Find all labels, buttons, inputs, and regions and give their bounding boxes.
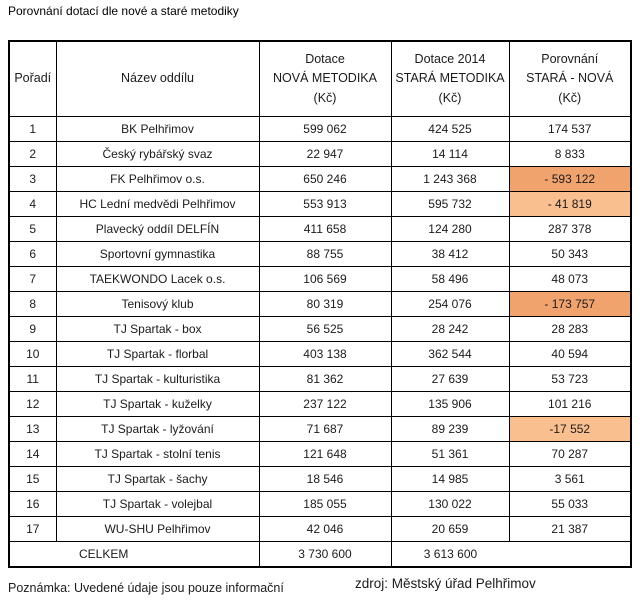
cell-stara: 14 114: [391, 142, 509, 167]
cell-stara: 20 659: [391, 517, 509, 542]
table-row: [9, 217, 631, 242]
table-row: [9, 167, 631, 192]
cell-nazev: TJ Spartak - florbal: [56, 342, 259, 367]
cell-nazev: TJ Spartak - box: [56, 317, 259, 342]
cell-nazev: TJ Spartak - lyžování: [56, 417, 259, 442]
cell-poradi: 16: [9, 492, 56, 517]
cell-diff: 21 387: [509, 517, 631, 542]
col-header-porovnani: Porovnání STARÁ - NOVÁ (Kč): [509, 41, 631, 117]
cell-nazev: TJ Spartak - kulturistika: [56, 367, 259, 392]
cell-diff: 3 561: [509, 467, 631, 492]
cell-nova: 22 947: [259, 142, 391, 167]
col-header-nazev: Název oddílu: [56, 41, 259, 117]
cell-diff: - 593 122: [509, 167, 631, 192]
table-row: [9, 342, 631, 367]
cell-nova: 237 122: [259, 392, 391, 417]
cell-nova: 42 046: [259, 517, 391, 542]
cell-poradi: 6: [9, 242, 56, 267]
cell-stara: 135 906: [391, 392, 509, 417]
cell-nazev: WU-SHU Pelhřimov: [56, 517, 259, 542]
cell-nazev: TJ Spartak - volejbal: [56, 492, 259, 517]
cell-poradi: 7: [9, 267, 56, 292]
cell-stara: 58 496: [391, 267, 509, 292]
cell-poradi: 12: [9, 392, 56, 417]
cell-nova: 411 658: [259, 217, 391, 242]
cell-diff: 40 594: [509, 342, 631, 367]
table-row: [9, 142, 631, 167]
cell-nazev: BK Pelhřimov: [56, 117, 259, 142]
cell-stara: 124 280: [391, 217, 509, 242]
total-value-nova: 3 730 600: [259, 542, 391, 568]
table-row: [9, 517, 631, 542]
table-row: [9, 192, 631, 217]
cell-nova: 106 569: [259, 267, 391, 292]
table-row: [9, 492, 631, 517]
footnote-text: Poznámka: Uvedené údaje jsou pouze informační: [8, 581, 284, 595]
cell-nazev: TJ Spartak - šachy: [56, 467, 259, 492]
table-row: [9, 242, 631, 267]
cell-nazev: Sportovní gymnastika: [56, 242, 259, 267]
cell-nova: 81 362: [259, 367, 391, 392]
cell-stara: 14 985: [391, 467, 509, 492]
total-row: [9, 542, 631, 568]
table-row: [9, 417, 631, 442]
cell-poradi: 3: [9, 167, 56, 192]
cell-nova: 403 138: [259, 342, 391, 367]
cell-diff: 28 283: [509, 317, 631, 342]
cell-diff: -17 552: [509, 417, 631, 442]
cell-poradi: 9: [9, 317, 56, 342]
cell-nova: 599 062: [259, 117, 391, 142]
col-header-poradi: Pořadí: [9, 41, 56, 117]
cell-poradi: 14: [9, 442, 56, 467]
cell-poradi: 10: [9, 342, 56, 367]
cell-diff: 55 033: [509, 492, 631, 517]
cell-nazev: TJ Spartak - kuželky: [56, 392, 259, 417]
cell-nova: 18 546: [259, 467, 391, 492]
cell-poradi: 4: [9, 192, 56, 217]
cell-stara: 28 242: [391, 317, 509, 342]
table-row: [9, 292, 631, 317]
cell-stara: 130 022: [391, 492, 509, 517]
cell-stara: 38 412: [391, 242, 509, 267]
cell-diff: 53 723: [509, 367, 631, 392]
table-row: [9, 317, 631, 342]
cell-poradi: 8: [9, 292, 56, 317]
cell-stara: 27 639: [391, 367, 509, 392]
cell-stara: 424 525: [391, 117, 509, 142]
total-label: CELKEM: [9, 542, 259, 568]
cell-poradi: 5: [9, 217, 56, 242]
table-row: [9, 442, 631, 467]
cell-diff: 101 216: [509, 392, 631, 417]
cell-poradi: 13: [9, 417, 56, 442]
cell-nazev: HC Lední medvědi Pelhřimov: [56, 192, 259, 217]
cell-nova: 56 525: [259, 317, 391, 342]
cell-stara: 595 732: [391, 192, 509, 217]
table-row: [9, 267, 631, 292]
cell-diff: - 41 819: [509, 192, 631, 217]
cell-nazev: Plavecký oddíl DELFÍN: [56, 217, 259, 242]
cell-poradi: 15: [9, 467, 56, 492]
cell-nova: 553 913: [259, 192, 391, 217]
cell-poradi: 2: [9, 142, 56, 167]
cell-nova: 650 246: [259, 167, 391, 192]
cell-stara: 362 544: [391, 342, 509, 367]
table-row: [9, 367, 631, 392]
cell-nazev: FK Pelhřimov o.s.: [56, 167, 259, 192]
cell-diff: 70 287: [509, 442, 631, 467]
cell-poradi: 11: [9, 367, 56, 392]
cell-nova: 80 319: [259, 292, 391, 317]
source-text: zdroj: Městský úřad Pelhřimov: [355, 576, 536, 591]
cell-stara: 89 239: [391, 417, 509, 442]
subsidy-comparison-table: [8, 40, 632, 568]
cell-stara: 254 076: [391, 292, 509, 317]
cell-diff: - 173 757: [509, 292, 631, 317]
cell-nova: 121 648: [259, 442, 391, 467]
total-value-stara-text: 3 613 600: [423, 547, 478, 561]
cell-nova: 71 687: [259, 417, 391, 442]
cell-stara: 51 361: [391, 442, 509, 467]
table-header-row: [9, 41, 631, 117]
col-header-stara: Dotace 2014 STARÁ METODIKA (Kč): [391, 41, 509, 117]
cell-diff: 48 073: [509, 267, 631, 292]
cell-diff: 174 537: [509, 117, 631, 142]
cell-nova: 185 055: [259, 492, 391, 517]
cell-diff: 50 343: [509, 242, 631, 267]
cell-nova: 88 755: [259, 242, 391, 267]
table-row: [9, 392, 631, 417]
table-row: [9, 117, 631, 142]
cell-nazev: TAEKWONDO Lacek o.s.: [56, 267, 259, 292]
total-value-stara: [391, 542, 631, 568]
cell-poradi: 1: [9, 117, 56, 142]
cell-diff: 8 833: [509, 142, 631, 167]
table-row: [9, 467, 631, 492]
cell-nazev: Tenisový klub: [56, 292, 259, 317]
cell-stara: 1 243 368: [391, 167, 509, 192]
cell-diff: 287 378: [509, 217, 631, 242]
cell-nazev: Český rybářský svaz: [56, 142, 259, 167]
cell-nazev: TJ Spartak - stolní tenis: [56, 442, 259, 467]
page-title: Porovnání dotací dle nové a staré metodiky: [8, 4, 239, 18]
cell-poradi: 17: [9, 517, 56, 542]
col-header-nova: Dotace NOVÁ METODIKA (Kč): [259, 41, 391, 117]
